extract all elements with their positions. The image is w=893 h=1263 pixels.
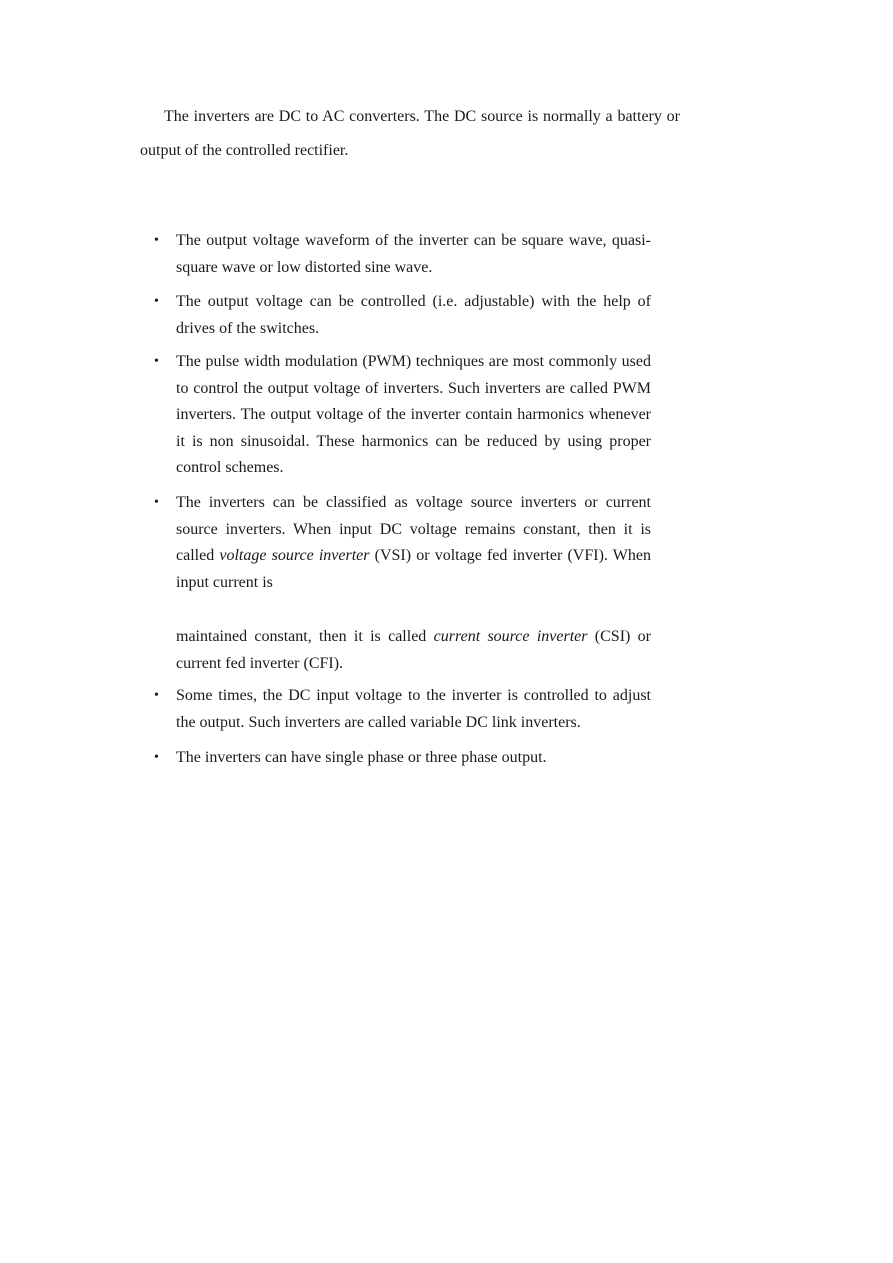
bullet-icon: • [154,233,159,248]
list-item [154,745,651,772]
bullet-icon: • [154,294,159,309]
bullet-icon: • [154,354,159,369]
term-voltage-source-inverter: voltage source inverter [219,547,370,564]
list-item-text: The output voltage can be controlled (i.e. adjustable) with the help of drives of the switches. [176,293,651,337]
bullet-icon: • [154,495,159,510]
list-item-text: The inverters can have single phase or three phase output. [176,749,547,766]
list-item [154,228,651,281]
continuation-text: maintained constant, then it is called [176,628,434,645]
list-item-text: The pulse width modulation (PWM) techniques are most commonly used to control the output voltage of inverters. Such inverters are called PWM inverters. The output voltage of the inverter contain harmonics whenever it is non sinusoidal. These harmonics can be reduced by using proper control schemes. [176,353,651,476]
list-item-text: (VSI) or voltage fed inverter (VFI). When input current is [176,547,651,591]
list-item [154,490,651,596]
term-current-source-inverter: current source inverter [433,628,588,645]
bullet-icon: • [154,688,159,703]
list-item-continuation [176,624,651,677]
intro-paragraph: The inverters are DC to AC converters. The DC source is normally a battery or output of the controlled rectifier. [140,108,680,159]
bullet-icon: • [154,750,159,765]
list-item-text: The inverters can be classified as voltage source inverters or current source inverters. When input DC voltage remains constant, then it is called [176,494,651,564]
list-item-text: The output voltage waveform of the inverter can be square wave, quasi-square wave or low distorted sine wave. [176,232,651,276]
list-item [154,289,651,342]
list-item-text: Some times, the DC input voltage to the inverter is controlled to adjust the output. Such inverters are called variable DC link inverters. [176,687,651,731]
list-item [154,683,651,736]
list-item [154,349,651,482]
continuation-text: (CSI) or current fed inverter (CFI). [176,628,652,672]
